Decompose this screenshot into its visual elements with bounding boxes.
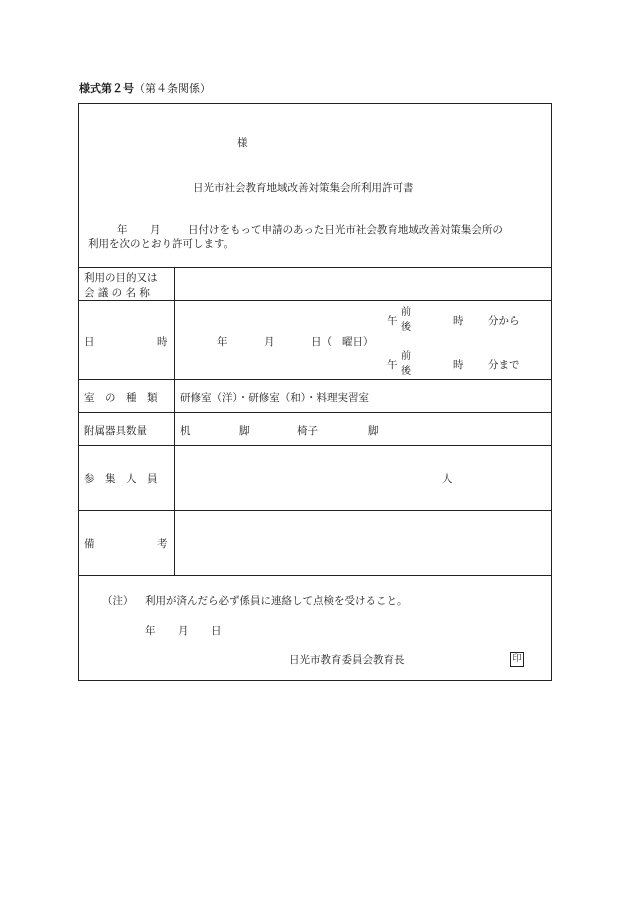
form-number xyxy=(79,80,211,96)
end-minute: 分まで xyxy=(488,359,520,371)
remarks-label-right: 考 xyxy=(157,538,168,550)
label-column-divider xyxy=(174,267,175,575)
equipment-chair-unit: 脚 xyxy=(368,425,379,437)
room-type-value: 研修室（洋）・研修室（和）・料理実習室 xyxy=(180,392,369,404)
document-title: 日光市社会教育地域改善対策集会所利用許可書 xyxy=(193,182,414,194)
attendees-label: 参 集 人 員 xyxy=(84,473,158,485)
row-divider xyxy=(79,300,551,301)
end-am: 前 xyxy=(401,351,411,362)
form-number-sub: （第４条関係） xyxy=(134,82,211,95)
date-day: 日（ xyxy=(311,336,332,348)
start-noon: 午 xyxy=(387,315,398,327)
start-minute: 分から xyxy=(488,315,520,327)
end-pm: 後 xyxy=(401,366,411,377)
equipment-desk-unit: 脚 xyxy=(239,425,250,437)
note-mark: （注） xyxy=(102,595,134,607)
addressee-suffix: 様 xyxy=(237,137,248,149)
date-month: 月 xyxy=(264,336,275,348)
end-noon: 午 xyxy=(387,359,398,371)
row-divider xyxy=(79,379,551,380)
footer-day: 日 xyxy=(211,625,222,637)
intro-month: 月 xyxy=(150,224,161,236)
row-divider xyxy=(79,412,551,413)
intro-year: 年 xyxy=(117,224,128,236)
footer-month: 月 xyxy=(178,625,189,637)
seal-stamp: 印 xyxy=(510,652,524,667)
equipment-chair: 椅子 xyxy=(297,425,318,437)
room-type-label: 室 の 種 類 xyxy=(84,392,158,404)
equipment-desk: 机 xyxy=(180,425,191,437)
equipment-label: 附属器具数量 xyxy=(84,425,147,437)
form-number-main: 様式第２号 xyxy=(79,82,134,95)
row-divider xyxy=(79,267,551,268)
date-year: 年 xyxy=(217,336,228,348)
intro-line1: 日付けをもって申請のあった日光市社会教育地域改善対策集会所の xyxy=(188,224,503,236)
issuer-name: 日光市教育委員会教育長 xyxy=(289,654,405,666)
start-am: 前 xyxy=(401,307,411,318)
row-divider xyxy=(79,575,551,576)
attendees-unit: 人 xyxy=(442,473,453,485)
datetime-label-right: 時 xyxy=(157,336,168,348)
intro-line2: 利用を次のとおり許可します。 xyxy=(88,238,235,250)
footer-year: 年 xyxy=(145,625,156,637)
datetime-label-left: 日 xyxy=(84,336,95,348)
purpose-label-line2: 会 議 の 名 称 xyxy=(84,287,150,299)
start-pm: 後 xyxy=(401,322,411,333)
purpose-label-line1: 利用の目的又は xyxy=(84,272,158,284)
date-weekday: 曜日） xyxy=(342,336,374,348)
row-divider xyxy=(79,510,551,511)
remarks-label-left: 備 xyxy=(84,538,95,550)
start-hour: 時 xyxy=(453,315,464,327)
row-divider xyxy=(79,445,551,446)
end-hour: 時 xyxy=(453,359,464,371)
note-text: 利用が済んだら必ず係員に連絡して点検を受けること。 xyxy=(145,595,408,607)
